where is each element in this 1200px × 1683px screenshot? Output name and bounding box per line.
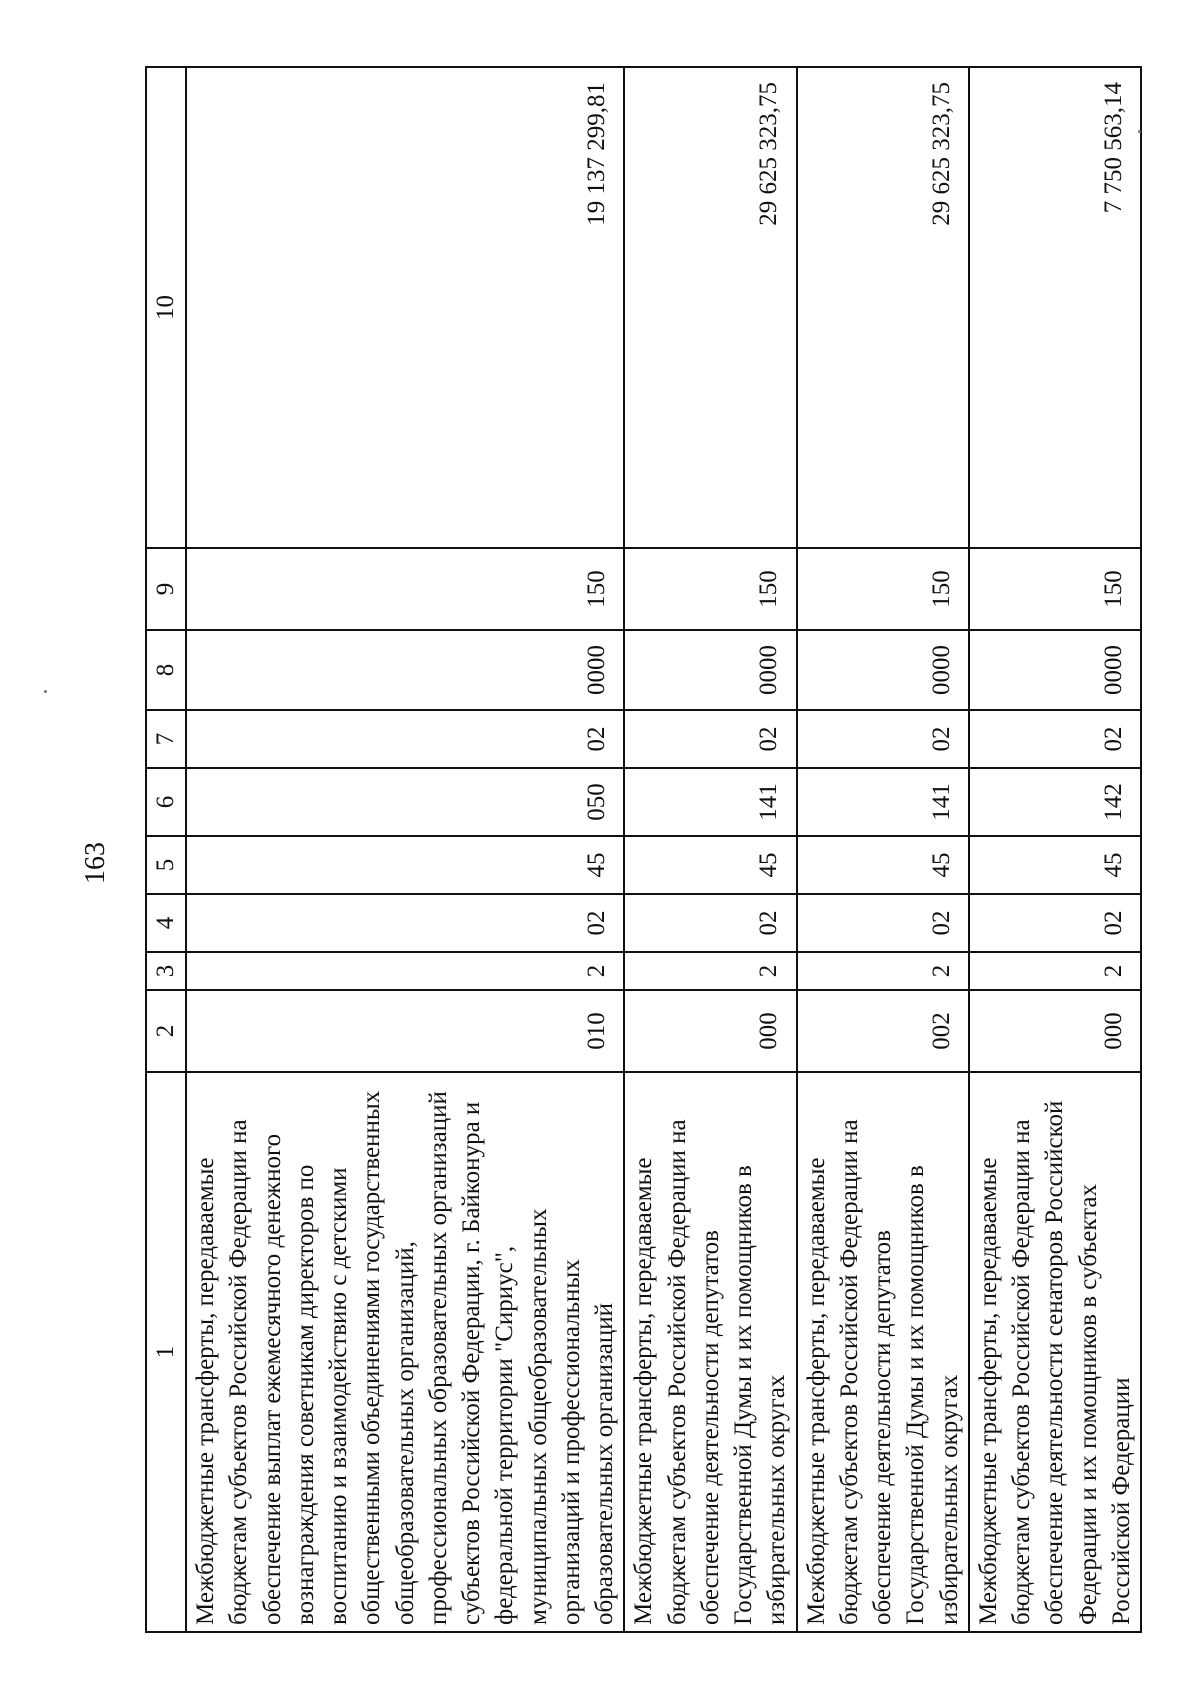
code-cell: 02 <box>186 894 624 952</box>
code-cell: 150 <box>969 548 1141 630</box>
row-description: Межбюджетные трансферты, передаваемые бюджетам субъектов Российской Федерации на обеспечение выплат ежемесячного денежного вознаграждения советникам директоров по воспитанию и взаимодействию с детскими общественными объединениями государственных общеобразовательных организаций, профессиональных образовательных организаций субъектов Российской Федерации, г. Байконура и федеральной территории "Сириус", муниципальных общеобразовательных организаций и профессиональных образовательных организаций <box>186 1072 624 1632</box>
row-description: Межбюджетные трансферты, передаваемые бюджетам субъектов Российской Федерации на обеспечение деятельности депутатов Государственной Думы и их помощников в избирательных округах <box>624 1072 796 1632</box>
code-cell: 45 <box>186 836 624 894</box>
code-cell: 02 <box>969 894 1141 952</box>
code-cell: 0000 <box>969 630 1141 710</box>
table-row <box>797 67 969 1632</box>
column-header: 7 <box>146 710 186 768</box>
row-description: Межбюджетные трансферты, передаваемые бюджетам субъектов Российской Федерации на обеспечение деятельности депутатов Государственной Думы и их помощников в избирательных округах <box>797 1072 969 1632</box>
column-header: 5 <box>146 836 186 894</box>
code-cell: 002 <box>797 990 969 1072</box>
code-cell: 45 <box>797 836 969 894</box>
code-cell: 45 <box>624 836 796 894</box>
code-cell: 000 <box>624 990 796 1072</box>
page-number: 163 <box>80 842 111 884</box>
code-cell: 2 <box>797 952 969 990</box>
code-cell: 02 <box>797 710 969 768</box>
amount-cell: 29 625 323,75 <box>797 67 969 548</box>
column-header: 6 <box>146 768 186 836</box>
code-cell: 010 <box>186 990 624 1072</box>
code-cell: 150 <box>624 548 796 630</box>
table-row <box>186 67 624 1632</box>
column-header: 3 <box>146 952 186 990</box>
amount-cell: 29 625 323,75 <box>624 67 796 548</box>
code-cell: 0000 <box>186 630 624 710</box>
code-cell: 02 <box>969 710 1141 768</box>
code-cell: 150 <box>186 548 624 630</box>
budget-table <box>145 66 1142 1633</box>
code-cell: 0000 <box>797 630 969 710</box>
code-cell: 000 <box>969 990 1141 1072</box>
code-cell: 2 <box>186 952 624 990</box>
code-cell: 2 <box>624 952 796 990</box>
table-header-row <box>146 67 186 1632</box>
code-cell: 02 <box>624 710 796 768</box>
code-cell: 141 <box>624 768 796 836</box>
table-row <box>624 67 796 1632</box>
code-cell: 2 <box>969 952 1141 990</box>
amount-cell: 7 750 563,14 <box>969 67 1141 548</box>
column-header: 1 <box>146 1072 186 1632</box>
scan-speck <box>44 690 47 693</box>
amount-cell: 19 137 299,81 <box>186 67 624 548</box>
code-cell: 02 <box>624 894 796 952</box>
column-header: 8 <box>146 630 186 710</box>
column-header: 2 <box>146 990 186 1072</box>
scan-speck <box>1138 130 1141 133</box>
code-cell: 02 <box>186 710 624 768</box>
code-cell: 45 <box>969 836 1141 894</box>
row-description: Межбюджетные трансферты, передаваемые бюджетам субъектов Российской Федерации на обеспечение деятельности сенаторов Российской Федерации и их помощников в субъектах Российской Федерации <box>969 1072 1141 1632</box>
code-cell: 141 <box>797 768 969 836</box>
code-cell: 050 <box>186 768 624 836</box>
code-cell: 150 <box>797 548 969 630</box>
table-row <box>969 67 1141 1632</box>
column-header: 4 <box>146 894 186 952</box>
code-cell: 02 <box>797 894 969 952</box>
code-cell: 142 <box>969 768 1141 836</box>
column-header: 9 <box>146 548 186 630</box>
code-cell: 0000 <box>624 630 796 710</box>
column-header: 10 <box>146 67 186 548</box>
